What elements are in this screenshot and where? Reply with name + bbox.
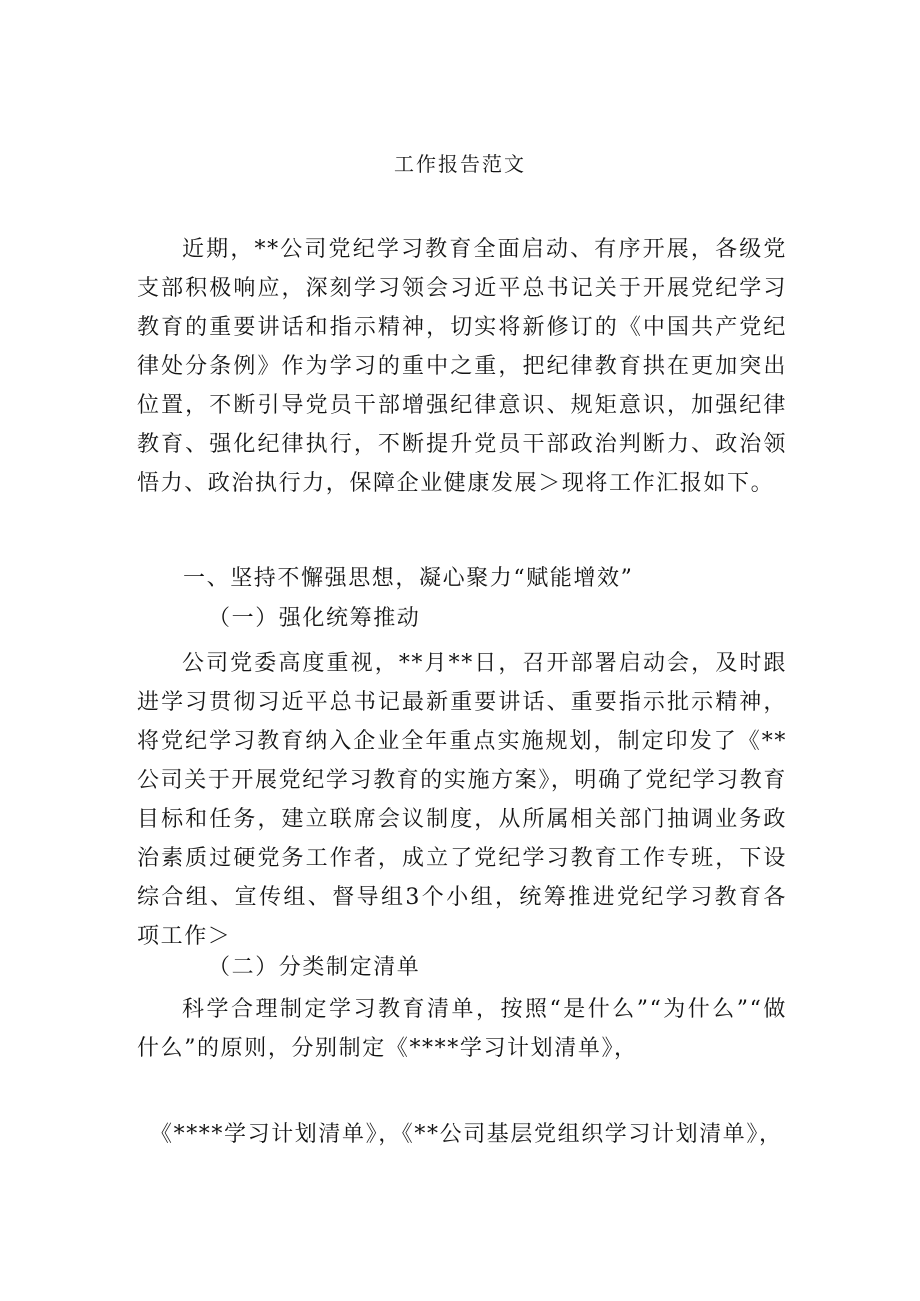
subsection-one-heading: （一）强化统筹推动 [208, 606, 421, 631]
section-one-heading: 一、坚持不懈强思想，凝心聚力“赋能增效” [183, 566, 634, 591]
subsection-one-paragraph: 公司党委高度重视，**月**日，召开部署启动会，及时跟进学习贯彻习近平总书记最新重要讲话、重要指示批示精神，将党纪学习教育纳入企业全年重点实施规划，制定印发了《**公司关于开展党纪学习教育的实施方案》，明确了党纪学习教育目标和任务，建立联席会议制度，从所属相关部门抽调业务政治素质过硬党务工作者，成立了党纪学习教育工作专班，下设综合组、宣传组、督导组3个小组，统筹推进党纪学习教育各项工作＞ [137, 651, 787, 949]
trailing-list-line: 《****学习计划清单》，《**公司基层党组织学习计划清单》， [150, 1122, 783, 1147]
subsection-two-paragraph: 科学合理制定学习教育清单，按照“是什么”“为什么”“做什么”的原则，分别制定《****学习计划清单》， [137, 997, 787, 1061]
intro-paragraph: 近期，**公司党纪学习教育全面启动、有序开展，各级党支部积极响应，深刻学习领会习近平总书记关于开展党纪学习教育的重要讲话和指示精神，切实将新修订的《中国共产党纪律处分条例》作为学习的重中之重，把纪律教育拱在更加突出位置，不断引导党员干部增强纪律意识、规矩意识，加强纪律教育、强化纪律执行，不断提升党员干部政治判断力、政治领悟力、政治执行力，保障企业健康发展＞现将工作汇报如下。 [137, 237, 787, 496]
subsection-two-heading: （二）分类制定清单 [208, 955, 421, 980]
document-title: 工作报告范文 [394, 152, 526, 176]
